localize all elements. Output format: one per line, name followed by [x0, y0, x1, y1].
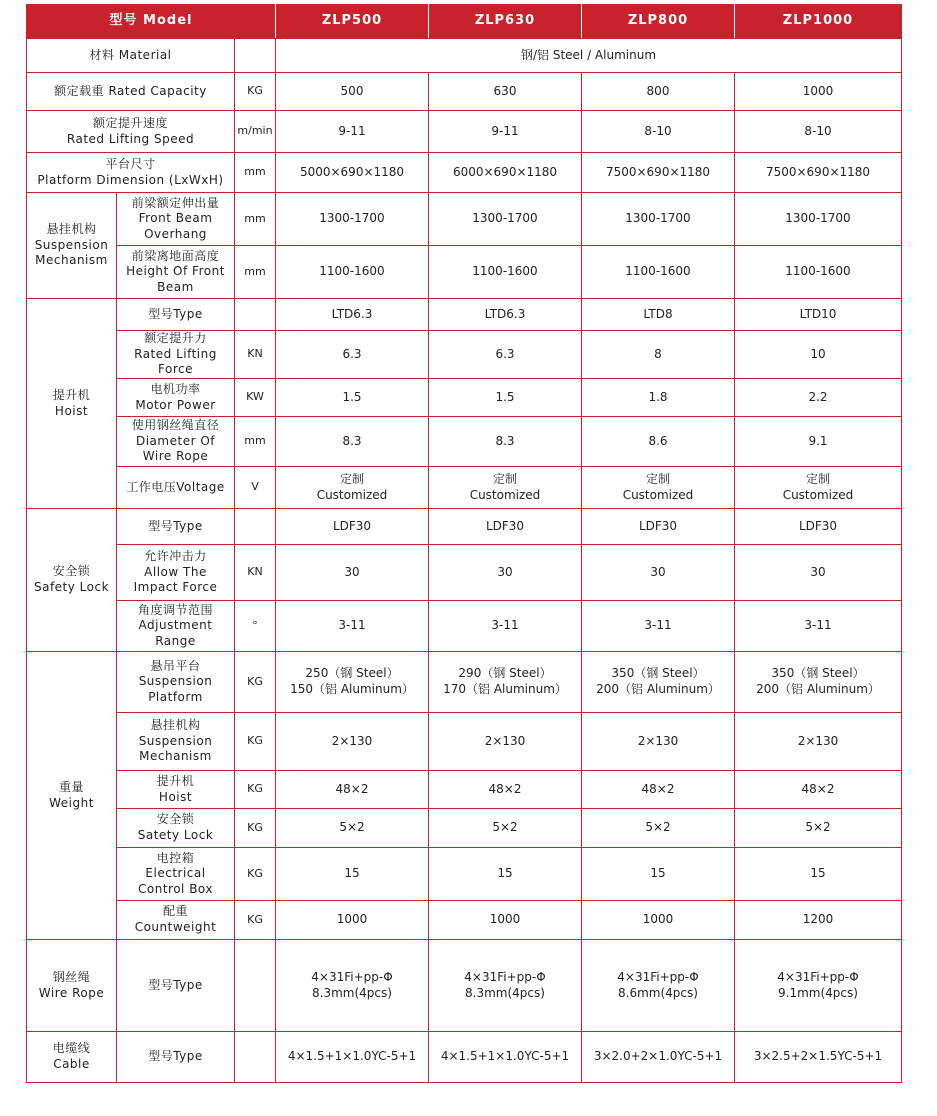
wire-rope-value: 4×31Fi+pp-Φ 9.1mm(4pcs) — [735, 940, 902, 1032]
capacity-value: 500 — [276, 73, 429, 111]
cable-unit — [235, 1032, 276, 1083]
suspension-item-unit: mm — [235, 246, 276, 299]
safety-lock-item-unit — [235, 509, 276, 545]
suspension-item-label: 前梁额定伸出量 Front Beam Overhang — [117, 193, 235, 246]
model-header: 型号 Model — [27, 5, 276, 39]
hoist-item-unit: mm — [235, 417, 276, 467]
weight-value: 5×2 — [735, 809, 902, 848]
platform-value: 7500×690×1180 — [735, 153, 902, 193]
safety-lock-item-label: 允许冲击力 Allow The Impact Force — [117, 545, 235, 601]
hoist-value: 定制 Customized — [276, 467, 429, 509]
cable-row — [27, 1032, 902, 1083]
cable-value: 4×1.5+1×1.0YC-5+1 — [429, 1032, 582, 1083]
weight-row — [27, 771, 902, 809]
safety-lock-value: 3-11 — [582, 601, 735, 652]
suspension-item-label: 前梁离地面高度 Height Of Front Beam — [117, 246, 235, 299]
material-row — [27, 39, 902, 73]
safety-lock-value: LDF30 — [276, 509, 429, 545]
hoist-item-unit: V — [235, 467, 276, 509]
platform-label: 平台尺寸 Platform Dimension (LxWxH) — [27, 153, 235, 193]
hoist-value: 1.8 — [582, 379, 735, 417]
safety-lock-value: 3-11 — [735, 601, 902, 652]
safety-lock-row — [27, 545, 902, 601]
weight-value: 2×130 — [276, 713, 429, 771]
weight-value: 15 — [735, 848, 902, 901]
weight-value: 350（钢 Steel） 200（铝 Aluminum） — [582, 652, 735, 713]
safety-lock-group-label: 安全锁 Safety Lock — [27, 509, 117, 652]
weight-value: 2×130 — [429, 713, 582, 771]
platform-value: 6000×690×1180 — [429, 153, 582, 193]
suspension-group-label: 悬挂机构 Suspension Mechanism — [27, 193, 117, 299]
suspension-value: 1100-1600 — [582, 246, 735, 299]
weight-item-unit: KG — [235, 652, 276, 713]
hoist-row — [27, 299, 902, 331]
cable-value: 4×1.5+1×1.0YC-5+1 — [276, 1032, 429, 1083]
cable-item-label: 型号Type — [117, 1032, 235, 1083]
material-unit — [235, 39, 276, 73]
platform-value: 7500×690×1180 — [582, 153, 735, 193]
hoist-item-label: 工作电压Voltage — [117, 467, 235, 509]
wire-rope-unit — [235, 940, 276, 1032]
header-row — [27, 5, 902, 39]
capacity-label: 额定载重 Rated Capacity — [27, 73, 235, 111]
wire-rope-value: 4×31Fi+pp-Φ 8.6mm(4pcs) — [582, 940, 735, 1032]
weight-item-unit: KG — [235, 713, 276, 771]
weight-row — [27, 652, 902, 713]
capacity-value: 1000 — [735, 73, 902, 111]
hoist-value: LTD6.3 — [429, 299, 582, 331]
hoist-row — [27, 417, 902, 467]
capacity-row — [27, 73, 902, 111]
hoist-value: LTD8 — [582, 299, 735, 331]
hoist-row — [27, 331, 902, 379]
suspension-value: 1300-1700 — [582, 193, 735, 246]
safety-lock-item-unit: KN — [235, 545, 276, 601]
cable-value: 3×2.5+2×1.5YC-5+1 — [735, 1032, 902, 1083]
safety-lock-value: LDF30 — [429, 509, 582, 545]
safety-lock-item-label: 角度调节范围 Adjustment Range — [117, 601, 235, 652]
weight-item-label: 配重 Countweight — [117, 901, 235, 940]
suspension-value: 1100-1600 — [735, 246, 902, 299]
weight-row — [27, 848, 902, 901]
hoist-item-label: 电机功率 Motor Power — [117, 379, 235, 417]
hoist-value: 1.5 — [429, 379, 582, 417]
hoist-value: 8.6 — [582, 417, 735, 467]
hoist-value: 2.2 — [735, 379, 902, 417]
weight-value: 5×2 — [429, 809, 582, 848]
hoist-value: 定制 Customized — [429, 467, 582, 509]
capacity-value: 800 — [582, 73, 735, 111]
weight-row — [27, 901, 902, 940]
hoist-item-label: 型号Type — [117, 299, 235, 331]
safety-lock-value: 30 — [276, 545, 429, 601]
hoist-value: 定制 Customized — [735, 467, 902, 509]
safety-lock-row — [27, 509, 902, 545]
weight-row — [27, 713, 902, 771]
safety-lock-value: 3-11 — [276, 601, 429, 652]
weight-value: 2×130 — [735, 713, 902, 771]
safety-lock-value: LDF30 — [582, 509, 735, 545]
speed-row — [27, 111, 902, 153]
speed-label: 额定提升速度 Rated Lifting Speed — [27, 111, 235, 153]
suspension-value: 1100-1600 — [276, 246, 429, 299]
weight-item-unit: KG — [235, 848, 276, 901]
wire-rope-row — [27, 940, 902, 1032]
wire-rope-group-label: 钢丝绳 Wire Rope — [27, 940, 117, 1032]
weight-value: 48×2 — [735, 771, 902, 809]
weight-item-label: 悬吊平台 Suspension Platform — [117, 652, 235, 713]
safety-lock-value: 3-11 — [429, 601, 582, 652]
model-header-zlp630: ZLP630 — [429, 5, 582, 39]
safety-lock-row — [27, 601, 902, 652]
hoist-value: LTD6.3 — [276, 299, 429, 331]
suspension-value: 1100-1600 — [429, 246, 582, 299]
weight-value: 15 — [276, 848, 429, 901]
weight-value: 48×2 — [276, 771, 429, 809]
safety-lock-item-unit: ° — [235, 601, 276, 652]
hoist-value: 9.1 — [735, 417, 902, 467]
weight-value: 48×2 — [429, 771, 582, 809]
suspension-item-unit: mm — [235, 193, 276, 246]
suspension-value: 1300-1700 — [429, 193, 582, 246]
model-header-zlp500: ZLP500 — [276, 5, 429, 39]
suspension-row — [27, 193, 902, 246]
safety-lock-value: 30 — [429, 545, 582, 601]
hoist-value: 8.3 — [276, 417, 429, 467]
weight-value: 5×2 — [276, 809, 429, 848]
speed-value: 9-11 — [429, 111, 582, 153]
hoist-value: 8.3 — [429, 417, 582, 467]
cable-value: 3×2.0+2×1.0YC-5+1 — [582, 1032, 735, 1083]
hoist-value: 定制 Customized — [582, 467, 735, 509]
model-header-zlp800: ZLP800 — [582, 5, 735, 39]
cable-group-label: 电缆线 Cable — [27, 1032, 117, 1083]
platform-row — [27, 153, 902, 193]
hoist-value: 6.3 — [429, 331, 582, 379]
hoist-item-label: 额定提升力 Rated Lifting Force — [117, 331, 235, 379]
hoist-item-unit: KW — [235, 379, 276, 417]
suspension-row — [27, 246, 902, 299]
weight-item-label: 提升机 Hoist — [117, 771, 235, 809]
hoist-item-unit: KN — [235, 331, 276, 379]
speed-value: 8-10 — [582, 111, 735, 153]
speed-value: 9-11 — [276, 111, 429, 153]
weight-value: 1000 — [429, 901, 582, 940]
capacity-unit: KG — [235, 73, 276, 111]
weight-item-unit: KG — [235, 901, 276, 940]
weight-value: 250（钢 Steel） 150（铝 Aluminum） — [276, 652, 429, 713]
suspension-value: 1300-1700 — [735, 193, 902, 246]
hoist-group-label: 提升机 Hoist — [27, 299, 117, 509]
weight-item-unit: KG — [235, 809, 276, 848]
hoist-row — [27, 467, 902, 509]
speed-value: 8-10 — [735, 111, 902, 153]
weight-value: 1200 — [735, 901, 902, 940]
weight-value: 1000 — [276, 901, 429, 940]
material-value: 钢/铝 Steel / Aluminum — [276, 39, 902, 73]
weight-item-label: 安全锁 Satety Lock — [117, 809, 235, 848]
weight-item-label: 悬挂机构 Suspension Mechanism — [117, 713, 235, 771]
suspension-value: 1300-1700 — [276, 193, 429, 246]
weight-value: 350（钢 Steel） 200（铝 Aluminum） — [735, 652, 902, 713]
hoist-row — [27, 379, 902, 417]
capacity-value: 630 — [429, 73, 582, 111]
hoist-value: 6.3 — [276, 331, 429, 379]
hoist-value: 10 — [735, 331, 902, 379]
weight-item-label: 电控箱 Electrical Control Box — [117, 848, 235, 901]
model-header-zlp1000: ZLP1000 — [735, 5, 902, 39]
hoist-value: 8 — [582, 331, 735, 379]
platform-value: 5000×690×1180 — [276, 153, 429, 193]
safety-lock-value: LDF30 — [735, 509, 902, 545]
speed-unit: m/min — [235, 111, 276, 153]
safety-lock-value: 30 — [582, 545, 735, 601]
weight-value: 15 — [429, 848, 582, 901]
spec-table — [26, 4, 902, 1083]
hoist-value: 1.5 — [276, 379, 429, 417]
safety-lock-item-label: 型号Type — [117, 509, 235, 545]
weight-value: 5×2 — [582, 809, 735, 848]
material-label: 材料 Material — [27, 39, 235, 73]
wire-rope-value: 4×31Fi+pp-Φ 8.3mm(4pcs) — [276, 940, 429, 1032]
platform-unit: mm — [235, 153, 276, 193]
safety-lock-value: 30 — [735, 545, 902, 601]
weight-row — [27, 809, 902, 848]
weight-item-unit: KG — [235, 771, 276, 809]
hoist-value: LTD10 — [735, 299, 902, 331]
weight-value: 48×2 — [582, 771, 735, 809]
hoist-item-unit — [235, 299, 276, 331]
weight-value: 1000 — [582, 901, 735, 940]
weight-value: 2×130 — [582, 713, 735, 771]
weight-value: 15 — [582, 848, 735, 901]
weight-group-label: 重量 Weight — [27, 652, 117, 940]
wire-rope-item-label: 型号Type — [117, 940, 235, 1032]
wire-rope-value: 4×31Fi+pp-Φ 8.3mm(4pcs) — [429, 940, 582, 1032]
hoist-item-label: 使用钢丝绳直径 Diameter Of Wire Rope — [117, 417, 235, 467]
weight-value: 290（钢 Steel） 170（铝 Aluminum） — [429, 652, 582, 713]
